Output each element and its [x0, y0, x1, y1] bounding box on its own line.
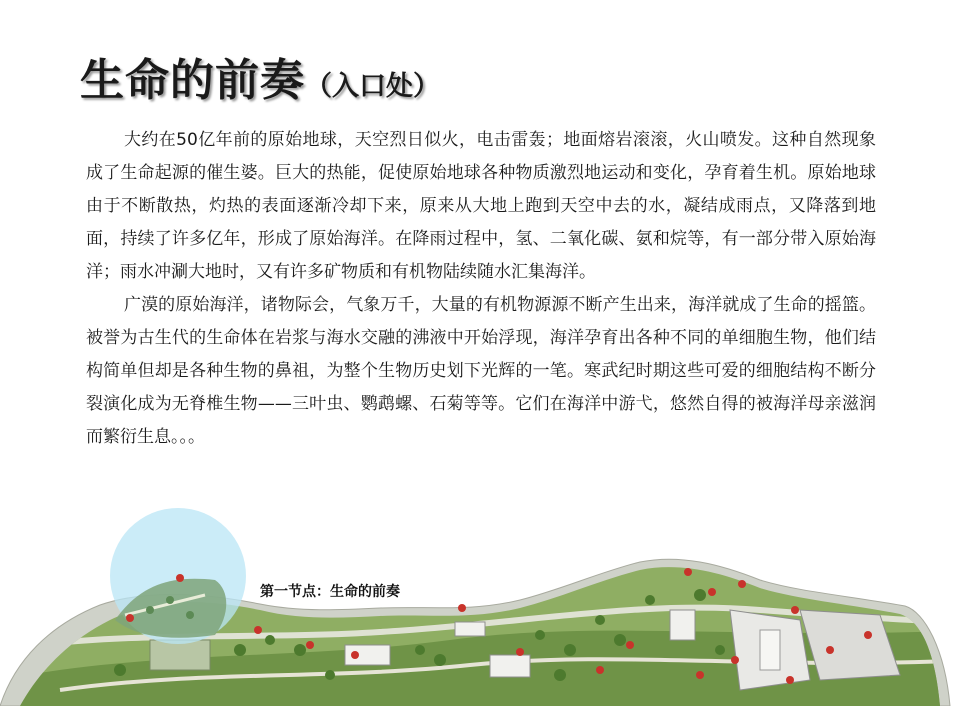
page-title	[80, 44, 440, 108]
page-title-main: 生命的前奏	[80, 55, 305, 106]
page-title-subtitle: （入口处）	[305, 71, 440, 102]
body-text	[86, 124, 876, 454]
paragraph-2: 广漠的原始海洋，诸物际会，气象万千，大量的有机物源源不断产生出来，海洋就成了生命的摇篮。被誉为古生代的生命体在岩浆与海水交融的沸液中开始浮现，海洋孕育出各种不同的单细胞生物，他们结构简单但却是各种生物的鼻祖，为整个生物历史划下光辉的一笔。寒武纪时期这些可爱的细胞结构不断分裂演化成为无脊椎生物——三叶虫、鹦鹉螺、石菊等等。它们在海洋中游弋，悠然自得的被海洋母亲滋润而繁衍生息。。。	[86, 295, 876, 447]
site-plan-map	[0, 500, 976, 706]
paragraph-1: 大约在50亿年前的原始地球，天空烈日似火，电击雷轰；地面熔岩滚滚，火山喷发。这种自然现象成了生命起源的催生婆。巨大的热能，促使原始地球各种物质激烈地运动和变化，孕育着生机。原始地球由于不断散热，灼热的表面逐渐冷却下来，原来从大地上跑到天空中去的水，凝结成雨点，又降落到地面，持续了许多亿年，形成了原始海洋。在降雨过程中，氢、二氧化碳、氨和烷等，有一部分带入原始海洋；雨水冲涮大地时，又有许多矿物质和有机物陆续随水汇集海洋。	[86, 130, 876, 282]
node-label: 第一节点：生命的前奏	[260, 584, 400, 600]
